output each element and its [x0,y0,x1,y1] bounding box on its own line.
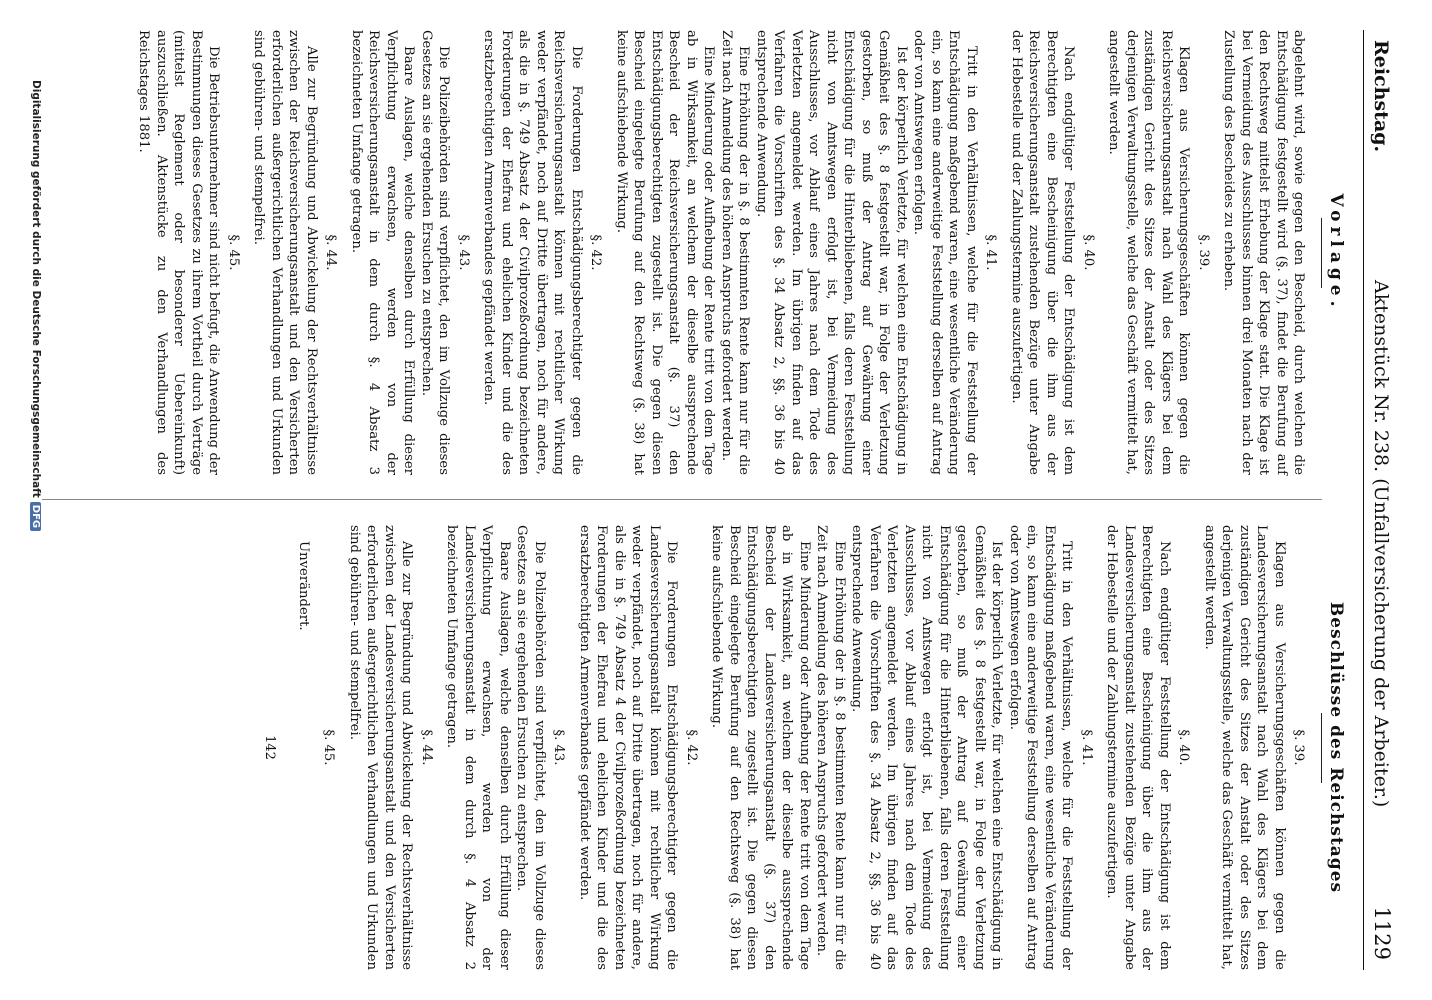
section-heading: §. 39. [1291,729,1307,766]
section-heading: §. 43. [551,729,567,766]
section-heading: §. 45. [226,234,241,271]
paragraph: abgelehnt wird, sowie gegen den Bescheid, durch welchen die Entschädigung festgestellt wird (§. 37), findet die Berufung auf den Rechtsweg mittelst Erhebung der Klage statt. Die Klage ist bei Vermeidung des Ausschlusses binnen drei Monaten nach der Zustellung des Bescheides zu erheben. [1221,30,1307,475]
section-heading: §. 42. [588,234,604,271]
paragraph: Eine Erhöhung der in §. 8 bestimmten Rente kann nur für die Zeit nach Anmeldung des höheren Anspruchs gefordert werden. [719,30,752,475]
paragraph: Die Betriebsunternehmer sind nicht befugt, die Anwendung der Bestimmungen dieses Gesetzes zu ihrem Vortheil durch Verträge (mittelst Reglement oder besonderer Uebereinkunft) auszuschließen. Aktenstücke zu den Verhandlungen des Reichstages 1881. [136,30,222,475]
paragraph: Baare Auslagen, welche denselben durch Erfüllung dieser Verpflichtung erwachsen, werden von der Reichsversicherungsanstalt in dem durch §. 4 Absatz 3 bezeichneten Umfange getragen. [349,30,417,475]
page-header [1363,30,1404,970]
section-heading: §. 40. [1176,729,1192,766]
paragraph: Klagen aus Versicherungsgeschäften können gegen die Reichsversicherungsanstalt nach Wahl des Klägers bei dem zuständigen Gericht des Sitzes der Anstalt oder des Sitzes derjenigen Verwaltungsstelle, welche das Geschäft vermittelt hat, angestellt werden. [1106,30,1192,475]
section-heading: §. 42. [684,729,699,766]
paragraph: Die Polizeibehörden sind verpflichtet, den im Vollzuge dieses Gesetzes an sie ergehenden Ersuchen zu entsprechen. [419,30,452,475]
paragraph: Eine Erhöhung der in §. 8 bestimmten Rente kann nur für die Zeit nach Anmeldung des höheren Anspruchs gefordert werden. [814,525,847,970]
paragraph: Alle zur Begründung und Abwickelung der Rechtsverhältnisse zwischen der Reichsversicherungsanstalt und den Versicherten erforderlichen außergerichtlichen Verhandlungen und Urkunden sind gebühren- und stempelfrei. [251,30,319,475]
paragraph: Ist der körperlich Verletzte, für welchen eine Entschädigung in Gemäßheit des §. 8 festgestellt war, in Folge der Verletzung gestorben, so muß der Antrag auf Gewährung einer Entschädigung für die Hinterbliebenen, falls deren Feststellung nicht von Amtswegen erfolgt ist, bei Vermeidung des Ausschlusses, vor Ablauf eines Jahres nach dem Tode des Verletzten angemeldet werden. Im übrigen finden auf das Verfahren die Vorschriften des §. 34 Absatz 2, §§. 36 bis 40 entsprechende Anwendung. [754,30,909,475]
paragraph: Tritt in den Verhältnissen, welche für die Feststellung der Entschädigung maßgebend waren, eine wesentliche Veränderung ein, so kann eine anderweitige Feststellung derselben auf Antrag oder von Amtswegen erfolgen. [1007,525,1075,970]
column-divider [42,499,1322,500]
paragraph: Alle zur Begründung und Abwickelung der Rechtsverhältnisse zwischen der Landesversicherungsanstalt und den Versicherten erforderlichen außergerichtlichen Verhandlungen und Urkunden sind gebühren- und stempelfrei. [347,525,415,970]
paragraph: Die Forderungen Entschädigungsberechtigter gegen die Reichsversicherungsanstalt können mit rechtlicher Wirkung weder verpfändet, noch auf Dritte übertragen, noch für andere, als die in §. 749 Absatz 4 der Civilprozeßordnung bezeichneten Forderungen der Ehefrau und ehelichen Kinder und die des ersatzberechtigten Armenverbandes gepfändet werden. [481,30,584,475]
digitization-note [30,80,42,531]
paragraph: Eine Minderung oder Aufhebung der Rente tritt von dem Tage ab in Wirksamkeit, an welchem der dieselbe aussprechende Bescheid der Landesversicherungsanstalt (§. 37) den Entschädigungsberechtigten zugestellt ist. Die gegen diesen Bescheid eingelegte Berufung auf den Rechtsweg (§. 38) hat keine aufschiebende Wirkung. [709,525,812,970]
paragraph: Baare Auslagen, welche denselben durch Erfüllung dieser Verpflichtung erwachsen, werden von der Landesversicherungsanstalt in dem durch §. 4 Absatz 2 bezeichneten Umfange getragen. [444,525,512,970]
column-vorlage [135,30,1350,475]
title-rule [1322,218,1323,288]
section-heading: §. 40. [1081,234,1096,271]
title-rule [1322,713,1323,783]
page-number: 1129 [1370,906,1394,960]
paragraph: Die Polizeibehörden sind verpflichtet, den im Vollzuge dieses Gesetzes an sie ergehenden Ersuchen zu entsprechen. [514,525,547,970]
digitization-text: Digitalisierung gefördert durch die Deutsche Forschungsgemeinschaft [30,80,42,498]
section-heading: §. 43. [456,234,471,271]
paragraph: Nach endgültiger Feststellung der Entschädigung ist dem Berechtigten eine Bescheinigung über die ihm aus der Reichsversicherungsanstalt zustehenden Bezüge unter Angabe der Hebestelle und der Zahlungstermine auszufertigen. [1009,30,1077,475]
footer-number: 142 [262,735,278,760]
section-heading: §. 45. [321,729,337,766]
paragraph: Unverändert. [296,541,311,631]
paragraph: Ist der körperlich Verletzte, für welchen eine Entschädigung in Gemäßheit des §. 8 festgestellt war, in Folge der Verletzung gestorben, so muß der Antrag auf Gewährung einer Entschädigung für die Hinterbliebenen, falls deren Feststellung nicht von Amtswegen erfolgt ist, bei Vermeidung des Ausschlusses, vor Ablauf eines Jahres nach dem Tode des Verletzten angemeldet werden. Im übrigen finden auf das Verfahren die Vorschriften des §. 34 Absatz 2, §§. 36 bis 40 entsprechende Anwendung. [849,525,1005,970]
section-heading: §. 41. [1079,729,1094,766]
header-left: Reichstag. [1370,40,1392,153]
dfg-logo-icon: DFG [30,502,41,531]
section-heading: §. 39. [1196,234,1211,271]
section-heading: §. 41. [983,234,999,271]
column-beschluesse [261,525,1350,970]
paragraph: Nach endgültiger Feststellung der Entschädigung ist dem Berechtigten eine Bescheinigung über die ihm aus der Landesversicherungsanstalt zustehenden Bezüge unter Angabe der Hebestelle und der Zahlungstermine auszufertigen. [1104,525,1172,970]
section-heading: §. 44. [323,234,339,271]
paragraph: Die Forderungen Entschädigungsberechtigter gegen die Landesversicherungsanstalt können mit rechtlicher Wirkung weder verpfändet, noch auf Dritte übertragen, noch für andere, als die in §. 749 Absatz 4 der Civilprozeßordnung bezeichneten Forderungen der Ehefrau und ehelichen Kinder und die des ersatzberechtigten Armenverbandes gepfändet werden. [577,525,680,970]
column-title: Beschlüsse des Reichstages [1326,601,1346,894]
header-center: Aktenstück Nr. 238. (Unfallversicherung der Arbeiter.) [1370,280,1392,808]
paragraph: Klagen aus Versicherungsgeschäften können gegen die Landesversicherungsanstalt nach Wahl des Klägers bei dem zuständigen Gericht des Sitzes der Anstalt oder des Sitzes derjenigen Verwaltungsstelle, welche das Geschäft vermittelt hat, angestellt werden. [1202,525,1287,970]
section-heading: §. 44. [419,729,434,766]
paragraph: Tritt in den Verhältnissen, welche für die Feststellung der Entschädigung maßgebend waren, eine wesentliche Veränderung ein, so kann eine anderweitige Feststellung derselben auf Antrag oder von Amtswegen erfolgen. [911,30,979,475]
paragraph: Eine Minderung oder Aufhebung der Rente tritt von dem Tage ab in Wirksamkeit, an welchem der dieselbe aussprechende Bescheid der Reichsversicherungsanstalt (§. 37) den Entschädigungsberechtigten zugestellt ist. Die gegen diesen Bescheid eingelegte Berufung auf den Rechtsweg (§. 38) hat keine aufschiebende Wirkung. [614,30,717,475]
column-title: Vorlage. [1326,193,1346,312]
